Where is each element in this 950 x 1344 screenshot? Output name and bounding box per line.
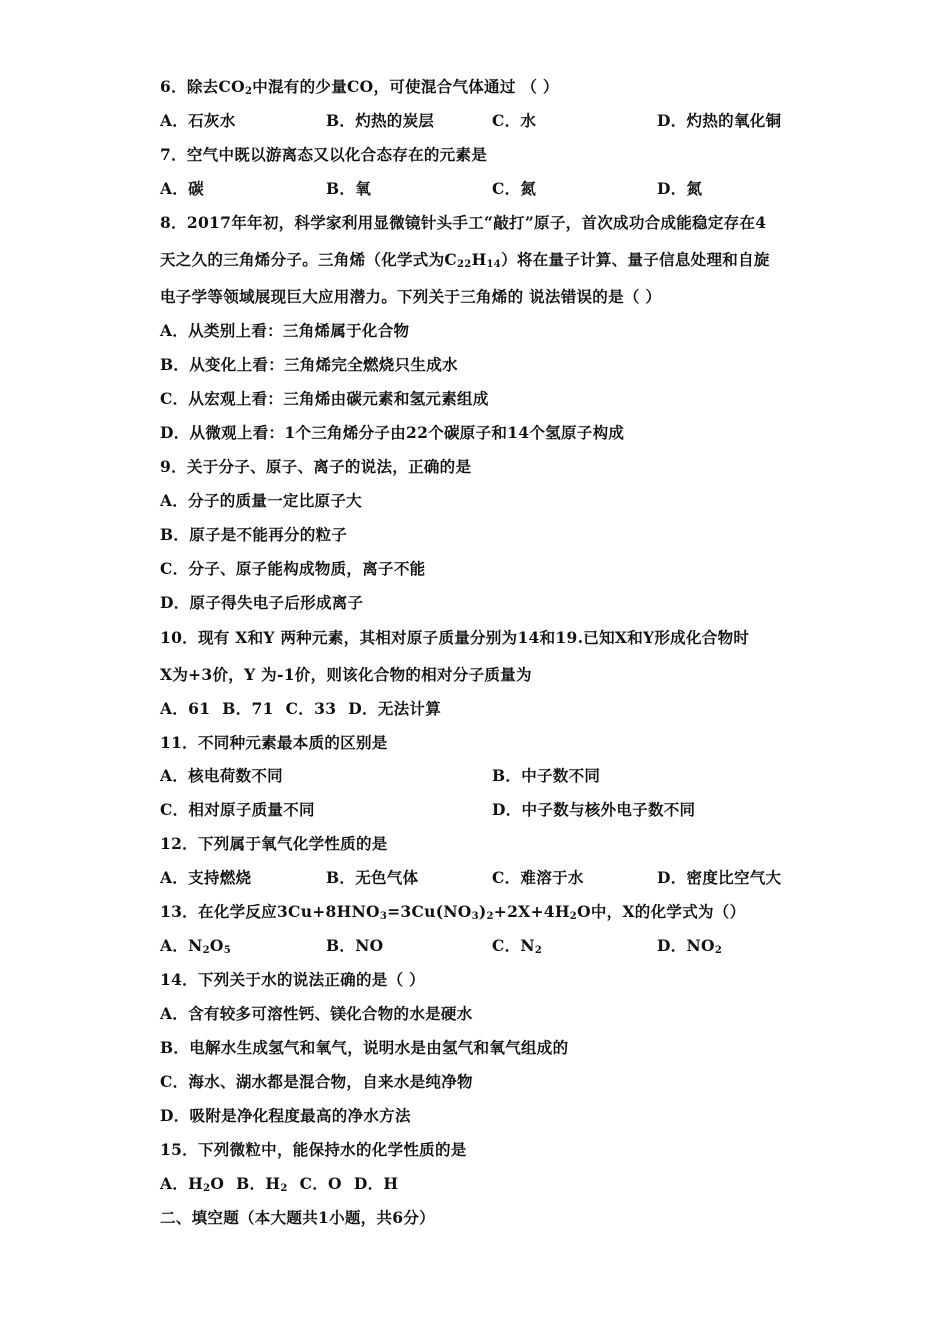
question-11-stem: 11．不同种元素最本质的区别是 (160, 733, 388, 752)
question-14-option-d: D．吸附是净化程度最高的净水方法 (160, 1106, 411, 1125)
option-b: B．中子数不同 (492, 766, 601, 785)
option-c: C．氮 (492, 179, 537, 198)
section-2-title: 二、填空题（本大题共1小题，共6分） (160, 1208, 435, 1227)
option-b: B．氧 (326, 179, 372, 198)
option-a: A．支持燃烧 (160, 868, 252, 887)
option-c: C．O (299, 1174, 342, 1193)
option-d: D．中子数与核外电子数不同 (492, 800, 696, 819)
question-8-option-a: A．从类别上看：三角烯属于化合物 (160, 321, 410, 340)
option-a: A．核电荷数不同 (160, 766, 283, 785)
question-12-stem: 12．下列属于氧气化学性质的是 (160, 834, 388, 853)
question-9-option-a: A．分子的质量一定比原子大 (160, 491, 362, 510)
question-8-stem-line1: 8．2017年年初，科学家利用显微镜针头手工“敲打”原子，首次成功合成能稳定存在4 (160, 213, 767, 232)
option-a: A．石灰水 (160, 111, 236, 130)
option-c: C．水 (492, 111, 537, 130)
option-a: A．$H_2O$ (160, 1174, 225, 1194)
option-d: D．灼热的氧化铜 (657, 111, 782, 130)
option-b: B．无色气体 (326, 868, 419, 887)
question-9-option-b: B．原子是不能再分的粒子 (160, 525, 348, 544)
option-a: A．$N_2O_5$ (160, 936, 231, 956)
question-10-stem-line2: X为+3价，Y 为-1价，则该化合物的相对分子质量为 (160, 665, 532, 684)
question-9-stem: 9．关于分子、原子、离子的说法，正确的是 (160, 457, 472, 476)
option-a: A．碳 (160, 179, 204, 198)
question-13-stem: 13．在化学反应$3Cu+8HNO_3=3Cu(NO_3)_2+2X+4H_2O$中，X的化学式为（） (160, 902, 746, 922)
option-c: C．33 (285, 699, 337, 718)
question-10-stem-line1: 10．现有 X和Y 两种元素，其相对原子质量分别为14和19.已知X和Y形成化合物时 (160, 628, 750, 647)
option-a: A．61 (160, 699, 211, 718)
question-6-stem: 6．除去$CO_2$中混有的少量CO，可使混合气体通过 （ ） (160, 77, 559, 97)
option-b: B．$H_2$ (236, 1174, 288, 1194)
question-9-option-c: C．分子、原子能构成物质，离子不能 (160, 559, 426, 578)
question-7-stem: 7．空气中既以游离态又以化合态存在的元素是 (160, 145, 488, 164)
question-10-options (160, 698, 441, 720)
question-14-option-b: B．电解水生成氢气和氧气，说明水是由氢气和氧气组成的 (160, 1038, 569, 1057)
question-14-stem: 14．下列关于水的说法正确的是（ ） (160, 970, 425, 989)
question-8-option-c: C．从宏观上看：三角烯由碳元素和氢元素组成 (160, 389, 489, 408)
option-c: C．难溶于水 (492, 868, 584, 887)
option-c: C．$N_2$ (492, 936, 543, 956)
option-d: D．密度比空气大 (657, 868, 782, 887)
question-8-stem-line3: 电子学等领域展现巨大应用潜力。下列关于三角烯的 说法错误的是（ ） (160, 287, 662, 306)
option-d: D．H (353, 1174, 399, 1193)
option-b: B．71 (222, 699, 274, 718)
question-8-stem-line2: 天之久的三角烯分子。三角烯（化学式为$C_{22}H_{14}$）将在量子计算、量子信息处理和自旋 (160, 250, 770, 270)
option-b: B．灼热的炭层 (326, 111, 435, 130)
option-d: D．$NO_2$ (657, 936, 723, 956)
option-c: C．相对原子质量不同 (160, 800, 315, 819)
question-15-options (160, 1173, 398, 1195)
question-8-option-b: B．从变化上看：三角烯完全燃烧只生成水 (160, 355, 458, 374)
question-8-option-d: D．从微观上看：1个三角烯分子由22个碳原子和14个氢原子构成 (160, 423, 625, 442)
question-14-option-a: A．含有较多可溶性钙、镁化合物的水是硬水 (160, 1004, 473, 1023)
option-b: B．NO (326, 936, 384, 955)
option-d: D．氮 (657, 179, 703, 198)
question-9-option-d: D．原子得失电子后形成离子 (160, 593, 364, 612)
question-14-option-c: C．海水、湖水都是混合物，自来水是纯净物 (160, 1072, 473, 1091)
option-d: D．无法计算 (348, 699, 442, 718)
question-15-stem: 15．下列微粒中，能保持水的化学性质的是 (160, 1140, 467, 1159)
